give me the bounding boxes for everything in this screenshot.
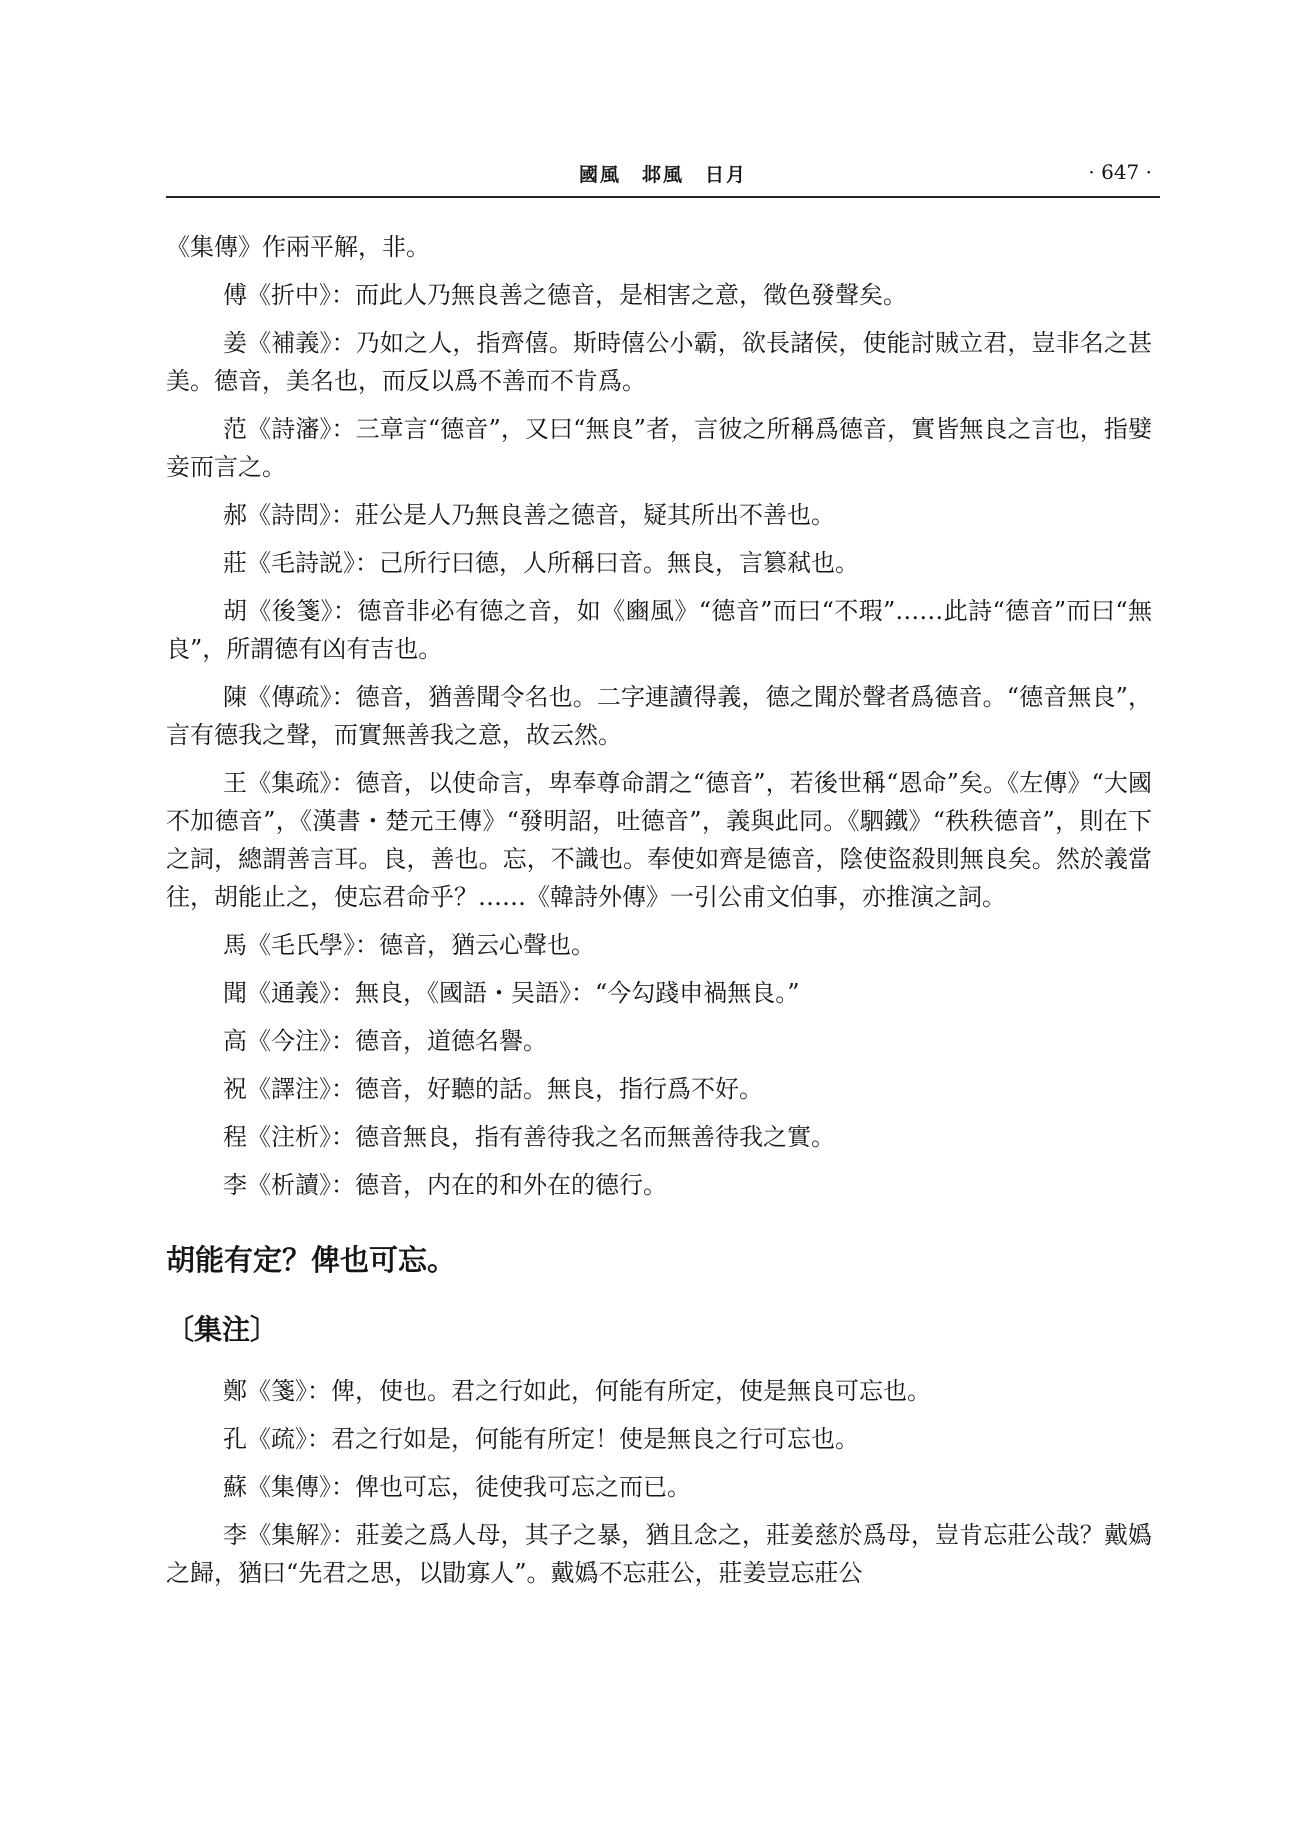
paragraph: 姜《補義》：乃如之人，指齊僖。斯時僖公小霸，欲長諸侯，使能討賊立君，豈非名之甚美。德音，美名也，而反以爲不善而不肯爲。 bbox=[166, 329, 1152, 395]
paragraph: 高《今注》：德音，道德名譽。 bbox=[223, 1027, 547, 1055]
verse-heading: 胡能有定？俾也可忘。 bbox=[166, 1243, 457, 1277]
paragraph: 鄭《箋》：俾，使也。君之行如此，何能有所定，使是無良可忘也。 bbox=[223, 1377, 931, 1405]
paragraph: 聞《通義》：無良，《國語・吴語》：“今勾踐申禍無良。” bbox=[223, 979, 800, 1007]
paragraph: 范《詩瀋》：三章言“德音”，又曰“無良”者，言彼之所稱爲德音，實皆無良之言也，指嬖妾而言之。 bbox=[166, 415, 1152, 481]
paragraph: 孔《疏》：君之行如是，何能有所定！使是無良之行可忘也。 bbox=[223, 1425, 859, 1453]
paragraph: 程《注析》：德音無良，指有善待我之名而無善待我之實。 bbox=[223, 1123, 835, 1151]
header-title: 國風 邶風 日月 bbox=[578, 164, 747, 186]
paragraph: 《集傳》作兩平解，非。 bbox=[166, 233, 430, 261]
paragraph: 陳《傳疏》：德音，猶善聞令名也。二字連讀得義，德之聞於聲者爲德音。“德音無良”，言有德我之聲，而實無善我之意，故云然。 bbox=[166, 683, 1152, 749]
page-body bbox=[166, 228, 1152, 1602]
paragraph: 李《析讀》：德音，内在的和外在的德行。 bbox=[223, 1171, 667, 1199]
paragraph: 馬《毛氏學》：德音，猶云心聲也。 bbox=[223, 931, 595, 959]
paragraph: 傅《折中》：而此人乃無良善之德音，是相害之意，徵色發聲矣。 bbox=[223, 281, 907, 309]
running-header bbox=[166, 160, 1160, 194]
paragraph: 蘇《集傳》：俾也可忘，徒使我可忘之而已。 bbox=[223, 1473, 691, 1501]
paragraph: 郝《詩問》：莊公是人乃無良善之德音，疑其所出不善也。 bbox=[223, 501, 835, 529]
paragraph: 李《集解》：莊姜之爲人母，其子之暴，猶且念之，莊姜慈於爲母，豈肯忘莊公哉？戴嬀之歸，猶曰“先君之思，以勖寡人”。戴嬀不忘莊公，莊姜豈忘莊公 bbox=[166, 1521, 1152, 1587]
page-number: · 647 · bbox=[1088, 160, 1152, 184]
paragraph: 王《集疏》：德音，以使命言，卑奉尊命謂之“德音”，若後世稱“恩命”矣。《左傳》“大國不加德音”，《漢書・楚元王傳》“發明詔，吐德音”，義與此同。《駟鐵》“秩秩德音”，則在下之詞，總謂善言耳。良，善也。忘，不識也。奉使如齊是德音，陰使盜殺則無良矣。然於義當往，胡能止之，使忘君命乎？……《韓詩外傳》一引公甫文伯事，亦推演之詞。 bbox=[166, 769, 1152, 911]
section-label: 〔集注〕 bbox=[166, 1313, 279, 1346]
paragraph: 莊《毛詩説》：己所行曰德，人所稱曰音。無良，言篡弒也。 bbox=[223, 549, 859, 577]
paragraph: 胡《後箋》：德音非必有德之音，如《豳風》“德音”而曰“不瑕”……此詩“德音”而曰“無良”，所謂德有凶有吉也。 bbox=[166, 597, 1152, 663]
header-rule bbox=[166, 196, 1160, 198]
paragraph: 祝《譯注》：德音，好聽的話。無良，指行爲不好。 bbox=[223, 1075, 763, 1103]
